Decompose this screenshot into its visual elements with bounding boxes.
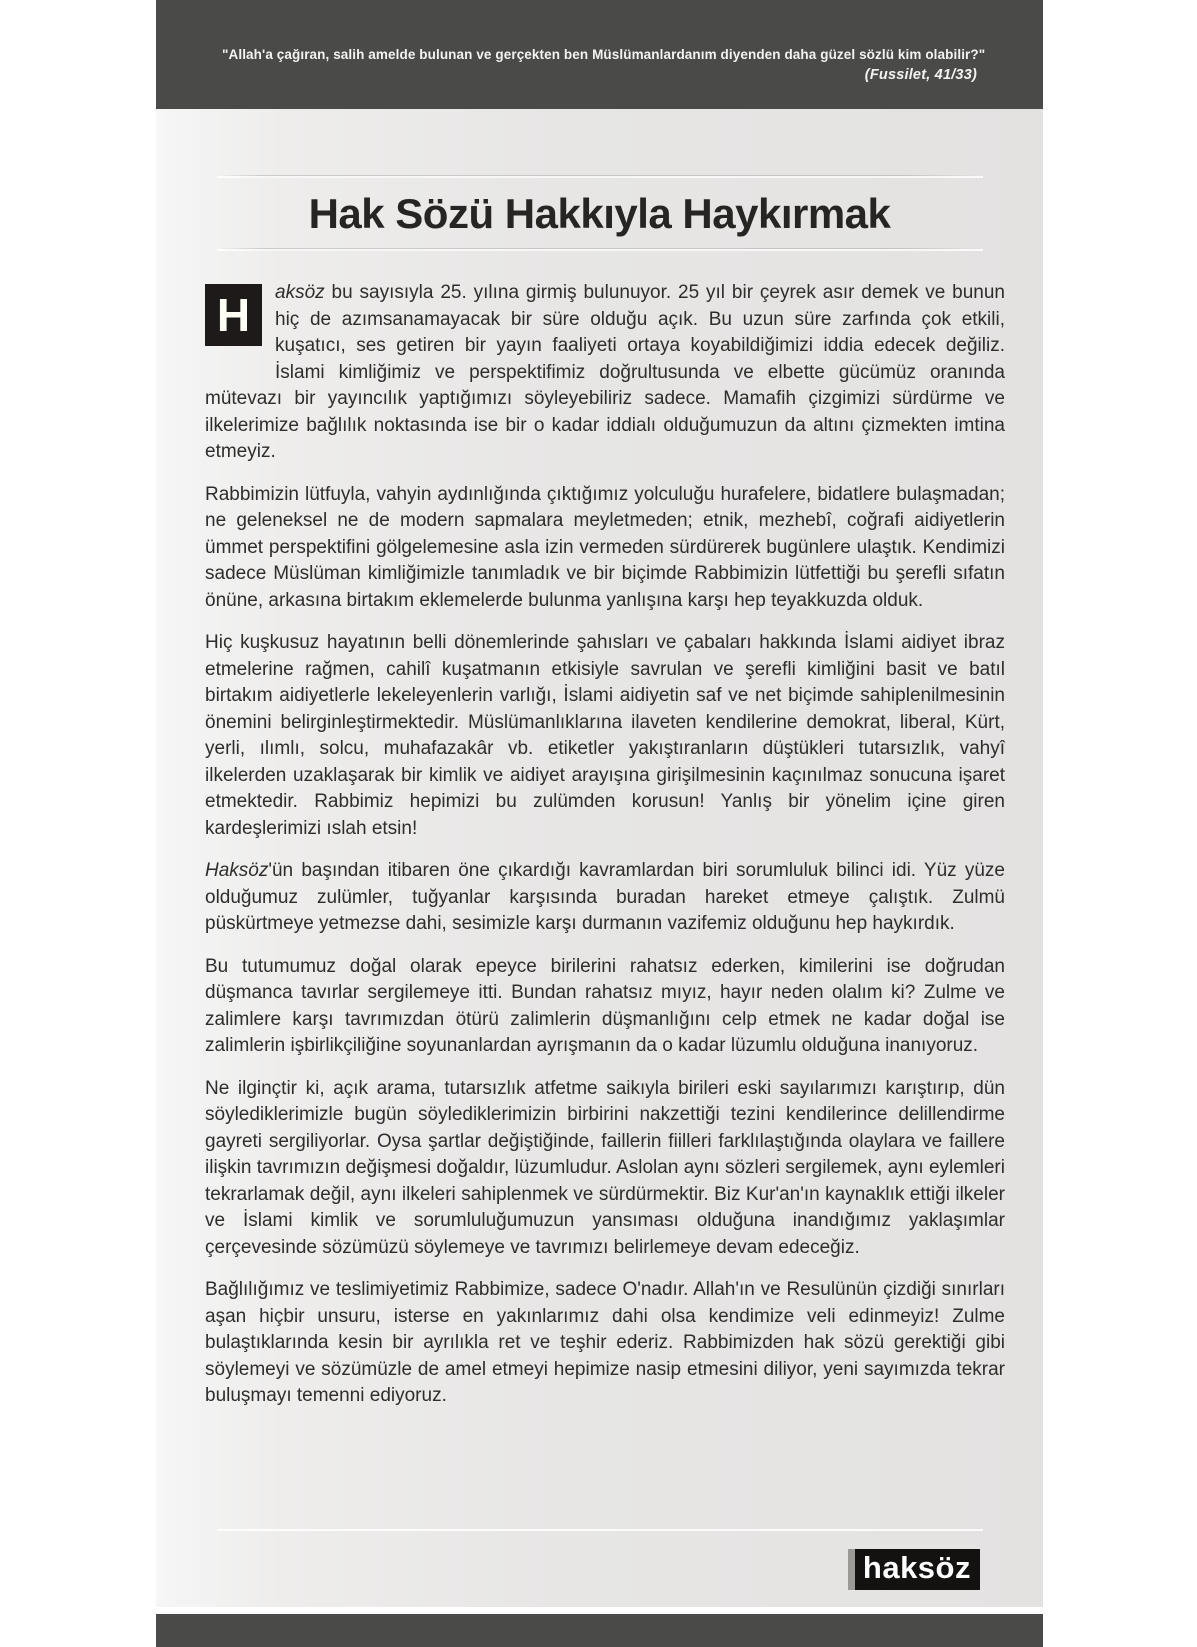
paragraph-text: Bu tutumumuz doğal olarak epeyce birilerini rahatsız ederken, kimilerini ise doğrudan düşmanca tavırlar sergilemeye itti. Bundan rahatsız mıyız, hayır neden olalım ki? Zulme ve zalimlere karşı tavrımızdan ötürü zalimlerin düşmanlığını celp etmek ne kadar doğal ise zalimlerin işbirlikçiliğine soyunanlardan ayrışmanın da o kadar lüzumlu olduğuna inanıyoruz.	[205, 955, 1005, 1056]
paragraph	[205, 280, 1005, 466]
title-divider-bottom	[217, 248, 983, 251]
footer-divider	[217, 1529, 983, 1531]
magazine-page	[156, 0, 1043, 1647]
header-quote: "Allah'a çağıran, salih amelde bulunan ve gerçekten ben Müslümanlardanım diyenden daha güzel sözlü kim olabilir?"	[222, 47, 986, 62]
magazine-name-inline: Haksöz	[205, 860, 269, 881]
paragraph	[205, 482, 1005, 615]
header-quote-band	[156, 0, 1043, 109]
article-body	[205, 280, 1005, 1410]
haksoz-logo-text: haksöz	[862, 1550, 971, 1585]
paragraph	[205, 630, 1005, 842]
magazine-name-inline: aksöz	[275, 282, 325, 303]
paragraph	[205, 1076, 1005, 1262]
article-title-block	[217, 175, 983, 251]
paragraph-text: Rabbimizin lütfuyla, vahyin aydınlığında çıktığımız yolculuğu hurafelere, bidatlere bulaşmadan; ne geleneksel ne de modern sapmalara meyletmeden; etnik, mezhebî, coğrafi aidiyetlerin ümmet perspektifini gölgelemesine asla izin vermeden sürdürerek bugünlere ulaştık. Kendimizi sadece Müslüman kimliğimizle tanımladık ve bir biçimde Rabbimizin lütfettiği bu şerefli sıfatın önüne, arkasına birtakım eklemelerde bulunma yanlışına karşı hep teyakkuzda olduk.	[205, 483, 1005, 611]
paragraph-text: 'ün başından itibaren öne çıkardığı kavramlardan biri sorumluluk bilinci idi. Yüz yüze olduğumuz zulümler, tuğyanlar karşısında buradan hareket etmeye çalıştık. Zulmü püskürtmeye yetmezse dahi, sesimizle karşı durmanın vazifemiz olduğunu hep haykırdık.	[205, 860, 1005, 934]
dropcap-letter: H	[205, 284, 262, 346]
paragraph-text: bu sayısıyla 25. yılına girmiş bulunuyor. 25 yıl bir çeyrek asır demek ve bunun hiç de azımsanamayacak bir süre olduğu açık. Bu uzun süre zarfında çok etkili, kuşatıcı, ses getiren bir yayın faaliyeti ortaya koyabildiğimizi iddia edecek değiliz. İslami kimliğimiz ve perspektifimiz doğrultusunda ve elbette gücümüz oranında mütevazı bir yayıncılık yaptığımızı söyleyebiliriz sadece. Mamafih çizgimizi sürdürme ve ilkelerimize bağlılık noktasında ise bir o kadar iddialı olduğumuzun da altını çizmekten imtina etmeyiz.	[205, 282, 1005, 462]
paragraph	[205, 1277, 1005, 1410]
paragraph	[205, 858, 1005, 938]
paragraph-text: Bağlılığımız ve teslimiyetimiz Rabbimize, sadece O'nadır. Allah'ın ve Resulünün çizdiği sınırları aşan hiçbir unsuru, isterse en yakınlarımız dahi olsa kendimize veli edinmeyiz! Zulme bulaştıklarında kesin bir ayrılıkla ret ve teşhir ederiz. Rabbimizden hak sözü gerektiği gibi söylemeyi ve sözümüzle de amel etmeyi hepimize nasip etmesini diliyor, yeni sayımızda tekrar buluşmayı temenni ediyoruz.	[205, 1279, 1005, 1406]
footer-band	[156, 1607, 1043, 1647]
paragraph-text: Ne ilginçtir ki, açık arama, tutarsızlık atfetme saikıyla birileri eski sayılarımızı karıştırıp, dün söylediklerimizle bugün söylediklerimizin birbirini nakzettiği tezini kendilerince delillendirme gayreti sergiliyorlar. Oysa şartlar değiştiğinde, faillerin fiilleri farklılaştığında olaylara ve faillere ilişkin tavrımızın değişmesi doğaldır, lüzumludur. Aslolan aynı sözleri sergilemek, aynı eylemleri tekrarlamak değil, aynı ilkeleri sahiplenmek ve sürdürmektir. Biz Kur'an'ın kaynaklık ettiği ilkeler ve İslami kimlik ve sorumluluğumuzun yansıması olduğuna inandığımız yaklaşımlar çerçevesinde sözümüzü söylemeye ve tavrımızı belirlemeye devam edeceğiz.	[205, 1077, 1005, 1258]
quote-attribution: (Fussilet, 41/33)	[864, 67, 977, 83]
paragraph	[205, 954, 1005, 1060]
paragraph-text: Hiç kuşkusuz hayatının belli dönemlerinde şahısları ve çabaları hakkında İslami aidiyet ibraz etmelerine rağmen, cahilî kuşatmanın etkisiyle savrulan ve şerefli kimliğini basit ve batıl birtakım aidiyetlerle lekeleyenlerin varlığı, İslami aidiyetin saf ve net biçimde sahiplenilmesinin önemini belirginleştirmektedir. Müslümanlıklarına ilaveten kendilerine demokrat, liberal, Kürt, yerli, ılımlı, solcu, muhafazakâr vb. etiketler yakıştıranların düştükleri tutarsızlık, vahyî ilkelerden uzaklaşarak bir kimlik ve aidiyet arayışına girişilmesinin kaçınılmaz sonucuna işaret etmektedir. Rabbimiz hepimizi bu zulümden korusun! Yanlış bir yönelim içine giren kardeşlerimizi ıslah etsin!	[205, 632, 1005, 839]
haksoz-logo	[848, 1549, 980, 1590]
article-title: Hak Sözü Hakkıyla Haykırmak	[308, 190, 891, 237]
